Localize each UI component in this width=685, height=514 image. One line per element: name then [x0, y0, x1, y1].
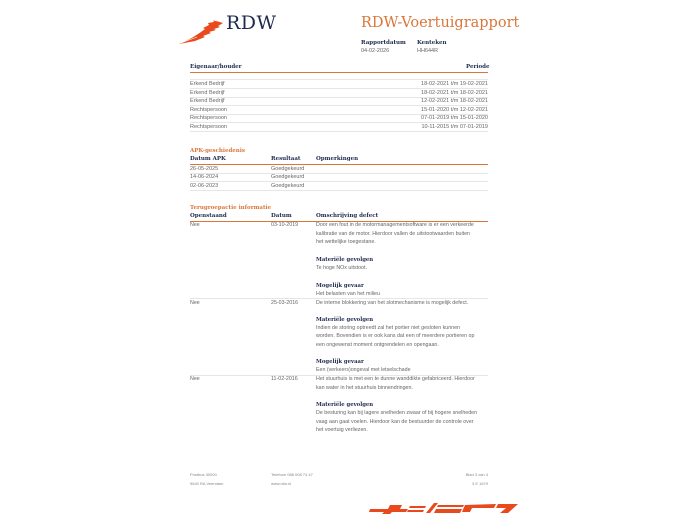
recall-open-status: Nee [190, 222, 200, 228]
decorative-stripes-icon [368, 499, 528, 514]
apk-result-column-header: Resultaat [271, 156, 301, 162]
recall-open-status: Nee [190, 376, 200, 382]
footer-address-line2: 9640 RA Veendam [190, 481, 224, 486]
apk-remarks-column-header: Opmerkingen [316, 156, 359, 162]
footer-address-line1: Postbus 30000 [190, 472, 217, 477]
owner-period: 15-01-2020 t/m 12-02-2021 [421, 106, 488, 113]
recall-danger-line: Een (verkeers)ongeval met letselschade [316, 367, 411, 373]
recall-consequences-line: vaag aan gaat voelen. Hierdoor kan de bestuurder de controle over [316, 418, 474, 425]
recall-description-line: kan water in het stuurhuis binnendringen. [316, 384, 413, 391]
owner-period: 07-01-2019 t/m 15-01-2020 [421, 115, 488, 121]
report-date-value: 04-02-2026 [361, 48, 390, 54]
footer-website[interactable]: www.rdw.nl [271, 481, 292, 486]
recall-consequences-label: Materiële gevolgen [316, 316, 374, 323]
recall-consequences-line: het voertuig verliezen. [316, 427, 368, 434]
apk-section-title: APK-geschiedenis [190, 148, 245, 154]
recall-danger-label: Mogelijk gevaar [316, 283, 364, 289]
recall-consequences-label: Materiële gevolgen [316, 257, 374, 263]
recall-date: 25-03-2016 [271, 299, 299, 306]
logo-text: RDW [226, 12, 277, 34]
license-plate-label: Kenteken [417, 40, 447, 46]
recall-consequences-line: worden. Bovendien is er ook kans dat een of meerdere portieren op [316, 333, 475, 340]
rdw-logo-icon [177, 20, 225, 46]
owner-period: 18-02-2021 t/m 19-02-2021 [421, 81, 488, 87]
owner-type: Rechtspersoon [190, 106, 227, 113]
period-column-header: Periode [466, 64, 490, 70]
recall-consequences-line: een ongewenst moment ontgrendelen en opengaan. [316, 341, 439, 348]
recall-danger-line: Het belasten van het milieu [316, 291, 380, 297]
recall-consequences-label: Materiële gevolgen [316, 402, 374, 408]
apk-result: Goedgekeurd [271, 174, 305, 180]
owner-type: Erkend Bedrijf [190, 98, 225, 104]
owner-period: 18-02-2021 t/m 18-02-2021 [421, 89, 488, 96]
recall-open-status: Nee [190, 299, 200, 306]
owner-row [190, 123, 488, 132]
recall-consequences-line: De besturing kan bij lagere snelheden zwaar of bij hogere snelheden [316, 410, 478, 416]
recall-description-line: Door een fout in de motormanagementsoftware is er een verkeerde [316, 222, 474, 228]
apk-date: 14-06-2024 [190, 174, 219, 180]
recall-consequences-line: Te hoge NOx uitstoot. [316, 265, 367, 271]
recall-description-line: De interne blokkering van het slotmechanisme is mogelijk defect. [316, 299, 469, 306]
recall-danger-label: Mogelijk gevaar [316, 359, 364, 365]
apk-date-column-header: Datum APK [190, 156, 226, 162]
owner-column-header: Eigenaar/houder [190, 64, 242, 70]
owners-header-divider [190, 72, 488, 73]
recall-description-line: Het stuurhuis is met een te dunne wanddikte gefabriceerd. Hierdoor [316, 376, 475, 382]
apk-date: 02-06-2023 [190, 182, 219, 189]
recall-date: 03-10-2019 [271, 222, 299, 228]
recall-date: 11-02-2016 [271, 376, 298, 382]
apk-row [190, 182, 488, 191]
report-date-label: Rapportdatum [361, 40, 406, 46]
recall-section-title: Terugroepactie informatie [190, 205, 272, 211]
recall-description-line: het wettelijke toegestane. [316, 239, 376, 246]
recall-description-line: kalibratie van de motor. Hierdoor vallen de uitstootwaarden buiten [316, 230, 470, 237]
license-plate-value: HH644R [417, 48, 439, 54]
footer-phone: Telefoon 088 008 74 47 [271, 472, 313, 477]
recall-date-column-header: Datum [271, 213, 292, 219]
apk-date: 26-05-2025 [190, 165, 219, 172]
apk-result: Goedgekeurd [271, 165, 305, 172]
owner-type: Rechtspersoon [190, 115, 227, 121]
recall-description-column-header: Omschrijving defect [316, 213, 379, 219]
owner-type: Erkend Bedrijf [190, 89, 225, 96]
footer-document-code: 3 E 1679 [471, 481, 488, 486]
footer-page-number: Blad 3 van 4 [465, 472, 488, 477]
apk-result: Goedgekeurd [271, 182, 305, 189]
owner-period: 10-11-2015 t/m 07-01-2019 [421, 123, 488, 130]
owner-period: 12-02-2021 t/m 18-02-2021 [421, 98, 488, 104]
owner-type: Rechtspersoon [190, 123, 227, 130]
owner-type: Erkend Bedrijf [190, 81, 225, 87]
recall-consequences-line: Indien de storing optreedt zal het portier niet gesloten kunnen [316, 324, 460, 331]
recall-open-column-header: Openstaand [190, 213, 227, 219]
report-title: RDW-Voertuigrapport [361, 15, 520, 31]
